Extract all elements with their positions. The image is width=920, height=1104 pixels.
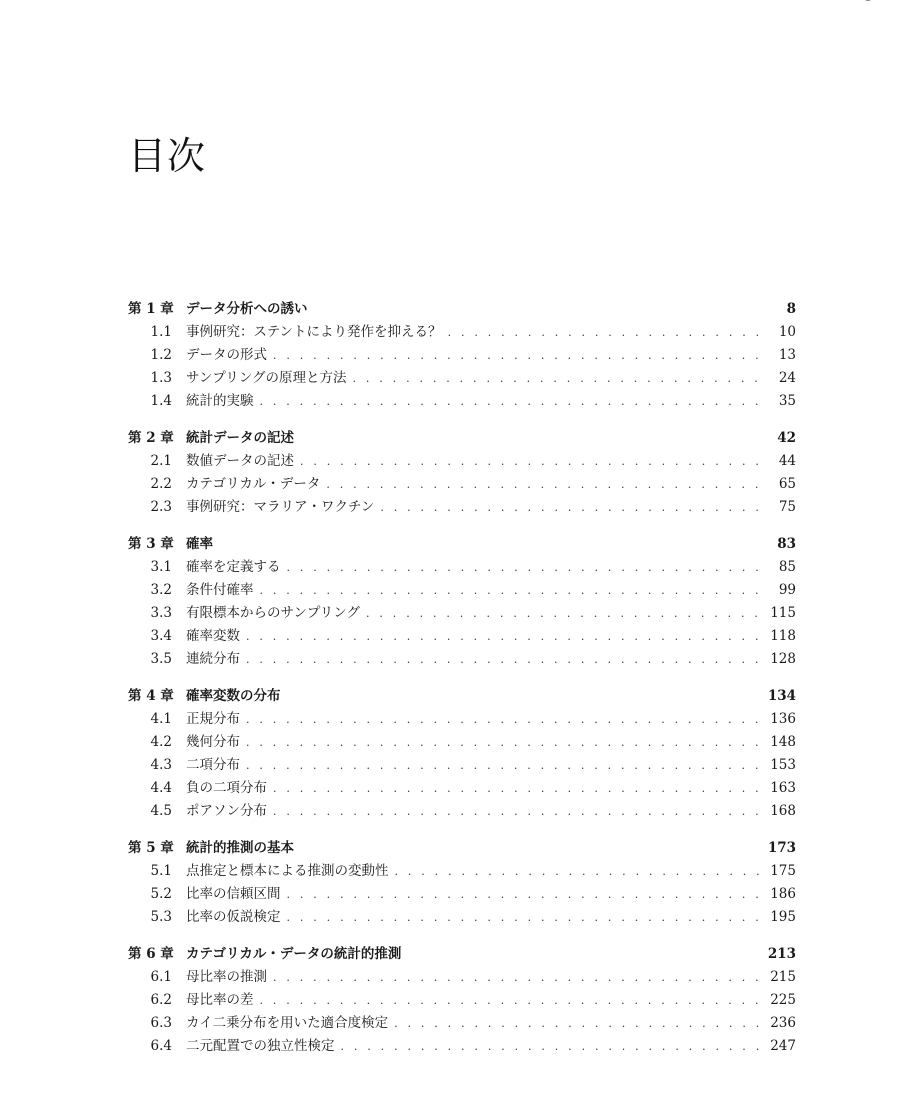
section-title: ポアソン分布	[186, 803, 267, 819]
dot-leader	[448, 321, 760, 344]
dot-leader	[246, 648, 760, 671]
section-page-number: 65	[778, 476, 796, 492]
chapter-page-number: 8	[786, 301, 796, 317]
dot-leader	[353, 367, 760, 390]
page-corner-mark	[864, 0, 872, 1]
section-number: 1.1	[150, 324, 172, 340]
section-page-number: 168	[770, 803, 796, 819]
section-title: 点推定と標本による推測の変動性	[186, 863, 389, 879]
section-number: 4.3	[150, 757, 172, 773]
chapter-number: 第 1 章	[128, 301, 174, 317]
section-page-number: 85	[778, 559, 796, 575]
section-page-number: 225	[770, 992, 796, 1008]
section-number: 3.2	[150, 582, 172, 598]
section-page-number: 136	[770, 711, 796, 727]
chapter-title: 統計的推測の基本	[186, 840, 294, 856]
section-number: 6.1	[150, 969, 172, 985]
toc-chapter-entry[interactable]	[128, 943, 796, 966]
dot-leader	[395, 860, 761, 883]
section-number: 3.5	[150, 651, 172, 667]
toc-section-entry[interactable]	[128, 906, 796, 929]
section-number: 2.2	[150, 476, 172, 492]
section-page-number: 195	[770, 909, 796, 925]
section-title: 母比率の差	[186, 992, 254, 1008]
dot-leader	[394, 1012, 760, 1035]
toc-chapter	[128, 837, 796, 929]
toc-section-entry[interactable]	[128, 602, 796, 625]
toc-section-entry[interactable]	[128, 966, 796, 989]
toc-section-entry[interactable]	[128, 556, 796, 579]
section-title: 統計的実験	[186, 393, 254, 409]
toc-section-entry[interactable]	[128, 390, 796, 413]
section-title: カテゴリカル・データ	[186, 476, 321, 492]
toc-section-entry[interactable]	[128, 860, 796, 883]
chapter-number: 第 5 章	[128, 840, 174, 856]
toc-section-entry[interactable]	[128, 708, 796, 731]
toc-chapter-entry[interactable]	[128, 298, 796, 321]
toc-chapter-entry[interactable]	[128, 533, 796, 556]
toc-chapter-entry[interactable]	[128, 837, 796, 860]
dot-leader	[341, 1035, 761, 1058]
section-page-number: 44	[778, 453, 796, 469]
section-number: 3.1	[150, 559, 172, 575]
section-page-number: 75	[778, 499, 796, 515]
section-number: 6.3	[150, 1015, 172, 1031]
dot-leader	[287, 906, 761, 929]
toc-chapter	[128, 427, 796, 519]
dot-leader	[246, 754, 760, 777]
section-title: 連続分布	[186, 651, 240, 667]
dot-leader	[273, 800, 760, 823]
section-page-number: 99	[778, 582, 796, 598]
section-title: 母比率の推測	[186, 969, 267, 985]
section-title: 二項分布	[186, 757, 240, 773]
toc-section-entry[interactable]	[128, 989, 796, 1012]
chapter-title: 確率変数の分布	[186, 688, 281, 704]
section-page-number: 236	[770, 1015, 796, 1031]
section-number: 1.2	[150, 347, 172, 363]
section-title: 幾何分布	[186, 734, 240, 750]
toc-section-entry[interactable]	[128, 754, 796, 777]
section-number: 4.5	[150, 803, 172, 819]
chapter-page-number: 134	[767, 688, 796, 704]
toc-chapter-entry[interactable]	[128, 427, 796, 450]
chapter-page-number: 213	[767, 946, 796, 962]
dot-leader	[366, 602, 760, 625]
toc-chapter	[128, 685, 796, 823]
section-number: 1.3	[150, 370, 172, 386]
chapter-number: 第 2 章	[128, 430, 174, 446]
dot-leader	[273, 777, 760, 800]
dot-leader	[273, 344, 760, 367]
toc-section-entry[interactable]	[128, 648, 796, 671]
section-page-number: 175	[770, 863, 796, 879]
dot-leader	[326, 473, 760, 496]
dot-leader	[287, 556, 761, 579]
section-title: 条件付確率	[186, 582, 254, 598]
section-title: データの形式	[186, 347, 267, 363]
section-number: 5.3	[150, 909, 172, 925]
chapter-title: 統計データの記述	[186, 430, 294, 446]
section-title: カイ二乗分布を用いた適合度検定	[186, 1015, 389, 1031]
section-title: 確率を定義する	[186, 559, 281, 575]
toc-section-entry[interactable]	[128, 496, 796, 519]
section-title: 有限標本からのサンプリング	[186, 605, 361, 621]
toc-section-entry[interactable]	[128, 1012, 796, 1035]
dot-leader	[260, 390, 761, 413]
toc-section-entry[interactable]	[128, 579, 796, 602]
toc-section-entry[interactable]	[128, 731, 796, 754]
dot-leader	[300, 450, 760, 473]
section-title: 事例研究：マラリア・ワクチン	[186, 499, 375, 515]
section-title: 正規分布	[186, 711, 240, 727]
toc-section-entry[interactable]	[128, 777, 796, 800]
chapter-page-number: 83	[777, 536, 796, 552]
toc-chapter-entry[interactable]	[128, 685, 796, 708]
section-page-number: 247	[770, 1038, 796, 1054]
section-number: 3.3	[150, 605, 172, 621]
section-title: サンプリングの原理と方法	[186, 370, 347, 386]
chapter-title: カテゴリカル・データの統計的推測	[186, 946, 402, 962]
section-title: 比率の仮説検定	[186, 909, 281, 925]
section-title: 負の二項分布	[186, 780, 267, 796]
section-title: 数値データの記述	[186, 453, 294, 469]
section-page-number: 186	[770, 886, 796, 902]
dot-leader	[260, 989, 761, 1012]
toc-chapter	[128, 533, 796, 671]
section-page-number: 10	[778, 324, 796, 340]
section-page-number: 13	[778, 347, 796, 363]
section-page-number: 163	[770, 780, 796, 796]
chapter-page-number: 173	[767, 840, 796, 856]
toc-section-entry[interactable]	[128, 344, 796, 367]
section-title: 二元配置での独立性検定	[186, 1038, 335, 1054]
table-of-contents	[128, 298, 796, 1072]
toc-section-entry[interactable]	[128, 450, 796, 473]
section-page-number: 128	[770, 651, 796, 667]
toc-section-entry[interactable]	[128, 367, 796, 390]
dot-leader	[273, 966, 760, 989]
section-title: 確率変数	[186, 628, 240, 644]
section-number: 4.2	[150, 734, 172, 750]
toc-section-entry[interactable]	[128, 883, 796, 906]
toc-section-entry[interactable]	[128, 1035, 796, 1058]
section-number: 4.4	[150, 780, 172, 796]
toc-section-entry[interactable]	[128, 321, 796, 344]
chapter-number: 第 4 章	[128, 688, 174, 704]
section-number: 2.1	[150, 453, 172, 469]
dot-leader	[246, 731, 760, 754]
toc-section-entry[interactable]	[128, 800, 796, 823]
section-number: 1.4	[150, 393, 172, 409]
toc-section-entry[interactable]	[128, 625, 796, 648]
section-title: 事例研究：ステントにより発作を抑える？	[186, 324, 442, 340]
section-number: 3.4	[150, 628, 172, 644]
section-page-number: 24	[778, 370, 796, 386]
section-number: 6.4	[150, 1038, 172, 1054]
dot-leader	[380, 496, 760, 519]
section-title: 比率の信頼区間	[186, 886, 281, 902]
toc-chapter	[128, 298, 796, 413]
toc-chapter	[128, 943, 796, 1058]
section-page-number: 35	[778, 393, 796, 409]
section-number: 6.2	[150, 992, 172, 1008]
dot-leader	[260, 579, 761, 602]
chapter-title: 確率	[186, 536, 213, 552]
dot-leader	[287, 883, 761, 906]
chapter-number: 第 6 章	[128, 946, 174, 962]
section-page-number: 148	[770, 734, 796, 750]
section-page-number: 115	[770, 605, 796, 621]
dot-leader	[246, 708, 760, 731]
section-number: 5.1	[150, 863, 172, 879]
section-page-number: 153	[770, 757, 796, 773]
section-page-number: 215	[770, 969, 796, 985]
chapter-title: データ分析への誘い	[186, 301, 308, 317]
chapter-page-number: 42	[777, 430, 796, 446]
toc-section-entry[interactable]	[128, 473, 796, 496]
section-page-number: 118	[770, 628, 796, 644]
section-number: 2.3	[150, 499, 172, 515]
dot-leader	[246, 625, 760, 648]
chapter-number: 第 3 章	[128, 536, 174, 552]
section-number: 5.2	[150, 886, 172, 902]
page-title: 目次	[128, 134, 207, 178]
section-number: 4.1	[150, 711, 172, 727]
